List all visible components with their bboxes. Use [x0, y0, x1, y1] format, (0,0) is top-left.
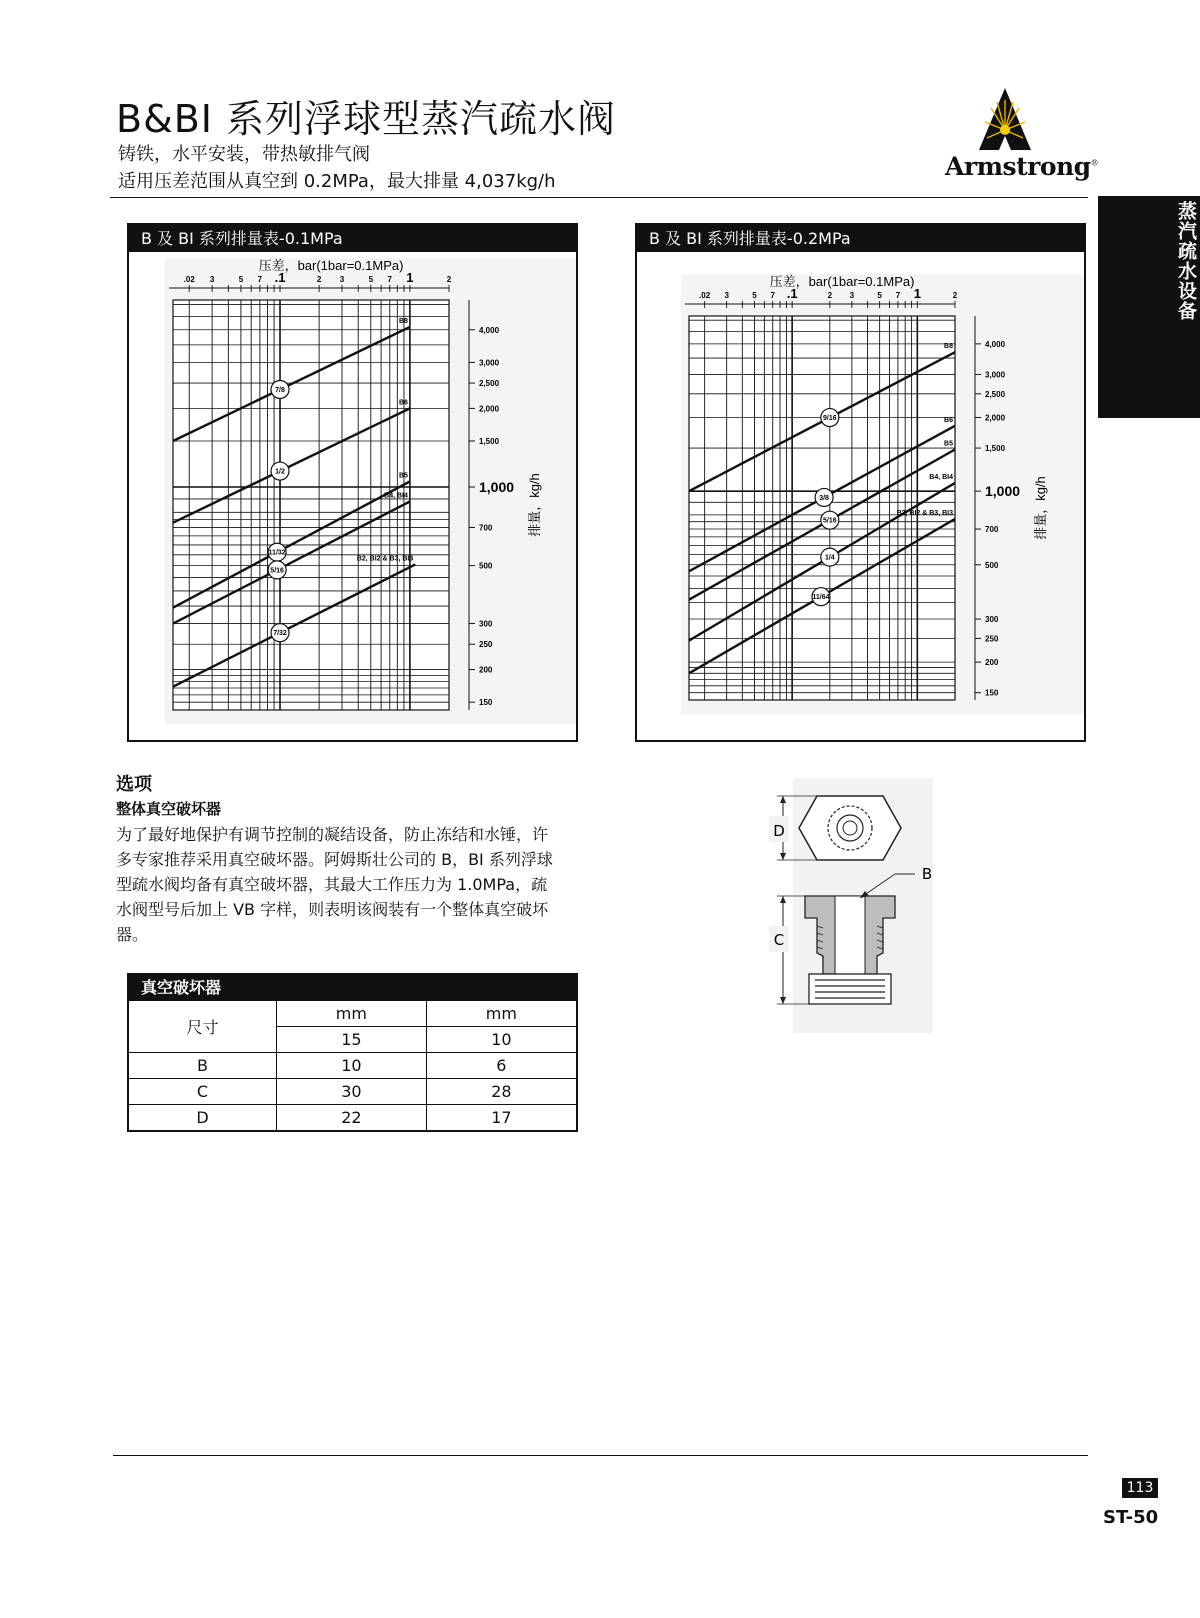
- chart-plot: [637, 252, 1084, 740]
- x-tick-label: 1: [406, 270, 414, 285]
- footer-divider: [113, 1455, 1088, 1456]
- x-tick-label: 5: [877, 291, 882, 300]
- y-tick-label: 250: [479, 640, 493, 650]
- orifice-label: 11/32: [268, 549, 286, 557]
- page-title: B&BI 系列浮球型蒸汽疏水阀: [116, 97, 617, 141]
- chart-heading: B 及 BI 系列排量表-0.2MPa: [637, 225, 1084, 252]
- x-tick-label: 2: [446, 275, 452, 284]
- table-row: [129, 1079, 576, 1105]
- table-row: [129, 1105, 576, 1131]
- y-tick-label: 150: [985, 688, 999, 698]
- y-tick-label: 4,000: [479, 325, 500, 335]
- y-tick-label: 300: [985, 615, 999, 625]
- series-end-label: B5: [944, 440, 953, 448]
- value-cell: 22: [277, 1105, 427, 1131]
- description-line: 为了最好地保护有调节控制的凝结设备，防止冻结和水锤，许: [116, 825, 549, 844]
- vacuum-breaker-table: [127, 973, 578, 1132]
- row-label-cell: D: [129, 1105, 277, 1131]
- x-tick-label: 1: [913, 286, 921, 301]
- dimension-b-label: B: [921, 865, 933, 883]
- vacuum-breaker-heading: 整体真空破坏器: [116, 800, 222, 818]
- y-tick-label: 150: [479, 698, 493, 708]
- x-tick-label: 3: [724, 291, 729, 300]
- x-tick-label: 3: [849, 291, 855, 300]
- orifice-label: 9/16: [823, 415, 837, 423]
- orifice-label: 7/32: [273, 630, 287, 638]
- y-tick-label: 1,500: [479, 437, 500, 447]
- x-tick-label: 7: [770, 291, 775, 300]
- table-heading: 真空破坏器: [129, 975, 576, 1001]
- series-end-label: B5: [398, 472, 408, 480]
- x-tick-label: .1: [274, 270, 286, 285]
- size-cell: 15: [277, 1027, 427, 1053]
- value-cell: 6: [426, 1053, 576, 1079]
- capacity-chart-0.1mpa: [127, 223, 578, 742]
- x-tick-label: 2: [316, 275, 322, 284]
- series-end-label: B2, BI2 & B3, BI3: [356, 555, 414, 563]
- orifice-label: 5/16: [270, 567, 284, 575]
- x-tick-label: 7: [387, 275, 393, 284]
- y-tick-label: 700: [479, 523, 493, 533]
- description-line: 水阀型号后加上 VB 字样，则表明该阀装有一个整体真空破坏: [116, 900, 549, 919]
- y-tick-label: 200: [479, 665, 493, 675]
- value-cell: 30: [277, 1079, 427, 1105]
- row-label-cell: B: [129, 1053, 277, 1079]
- y-axis-label: 排量，kg/h: [1033, 476, 1048, 540]
- y-tick-label: 1,000: [479, 478, 515, 495]
- y-axis-label: 排量，kg/h: [527, 473, 542, 537]
- brand-name: Armstrong®: [945, 152, 1099, 181]
- x-tick-label: 3: [339, 275, 345, 284]
- y-tick-label: 200: [985, 658, 999, 668]
- section-side-tab: 蒸汽疏水设备: [1098, 196, 1200, 418]
- y-tick-label: 1,000: [985, 483, 1021, 500]
- x-tick-label: 7: [257, 275, 263, 284]
- x-tick-label: .1: [786, 286, 798, 301]
- value-cell: 28: [426, 1079, 576, 1105]
- y-tick-label: 2,000: [479, 404, 500, 414]
- unit-cell: mm: [277, 1001, 427, 1027]
- y-tick-label: 2,500: [985, 389, 1006, 399]
- series-end-label: B2, BI2 & B3, BI3: [896, 509, 953, 517]
- orifice-label: 3/8: [819, 494, 829, 502]
- x-tick-label: 5: [238, 275, 244, 284]
- y-tick-label: 300: [479, 619, 493, 629]
- description-line: 器。: [116, 925, 149, 944]
- x-tick-label: 2: [952, 291, 958, 300]
- chart-heading: B 及 BI 系列排量表-0.1MPa: [129, 225, 576, 252]
- y-tick-label: 500: [985, 560, 999, 570]
- y-tick-label: 3,000: [985, 370, 1006, 380]
- x-tick-label: 3: [209, 275, 215, 284]
- series-end-label: B6: [944, 416, 953, 424]
- plot-area: [173, 300, 449, 710]
- row-label-cell: C: [129, 1079, 277, 1105]
- x-tick-label: 2: [827, 291, 833, 300]
- size-cell: 10: [426, 1027, 576, 1053]
- page-number: 113: [1122, 1478, 1158, 1498]
- x-tick-label: 5: [368, 275, 374, 284]
- value-cell: 10: [277, 1053, 427, 1079]
- series-end-label: B4, BI4: [929, 473, 953, 481]
- orifice-label: 7/8: [275, 386, 285, 394]
- subtitle-pressure-range: 适用压差范围从真空到 0.2MPa，最大排量 4,037kg/h: [118, 171, 556, 192]
- unit-cell: mm: [426, 1001, 576, 1027]
- dimension-d-label: D: [773, 822, 785, 840]
- y-tick-label: 2,500: [479, 379, 500, 389]
- size-label-cell: 尺寸: [129, 1001, 277, 1053]
- x-tick-label: .02: [699, 291, 711, 300]
- dimension-c-label: C: [773, 931, 785, 949]
- value-cell: 17: [426, 1105, 576, 1131]
- table-row: [129, 1053, 576, 1079]
- capacity-chart-0.2mpa: [635, 223, 1086, 742]
- series-end-label: B4, BI4: [384, 492, 408, 500]
- orifice-label: 1/4: [824, 554, 835, 562]
- y-tick-label: 500: [479, 561, 493, 571]
- orifice-label: 5/16: [823, 517, 837, 525]
- y-tick-label: 4,000: [985, 339, 1006, 349]
- y-tick-label: 1,500: [985, 444, 1006, 454]
- header-divider: [110, 197, 1088, 198]
- vacuum-breaker-drawing: [765, 778, 955, 1033]
- table-row: [129, 1001, 576, 1027]
- y-tick-label: 250: [985, 634, 999, 644]
- y-tick-label: 2,000: [985, 413, 1006, 423]
- series-end-label: B8: [944, 343, 953, 351]
- series-end-label: B6: [398, 399, 408, 407]
- x-axis-label: 压差，bar(1bar=0.1MPa): [258, 258, 404, 273]
- y-tick-label: 700: [985, 525, 999, 535]
- x-axis-label: 压差，bar(1bar=0.1MPa): [769, 274, 915, 289]
- description-line: 多专家推荐采用真空破坏器。阿姆斯壮公司的 B，BI 系列浮球: [116, 850, 553, 869]
- subtitle-construction: 铸铁，水平安装，带热敏排气阀: [118, 144, 370, 165]
- x-tick-label: 5: [752, 291, 757, 300]
- chart-plot: [129, 252, 576, 740]
- series-end-label: B8: [398, 317, 408, 325]
- orifice-label: 1/2: [275, 468, 285, 476]
- description-line: 型疏水阀均备有真空破坏器，其最大工作压力为 1.0MPa，疏: [116, 875, 548, 894]
- options-heading: 选项: [116, 774, 152, 795]
- x-tick-label: 7: [895, 291, 901, 300]
- options-description: [116, 822, 596, 947]
- orifice-label: 11/64: [812, 594, 830, 602]
- x-tick-label: .02: [183, 275, 195, 284]
- y-tick-label: 3,000: [479, 358, 500, 368]
- page-code: ST-50: [1103, 1507, 1159, 1528]
